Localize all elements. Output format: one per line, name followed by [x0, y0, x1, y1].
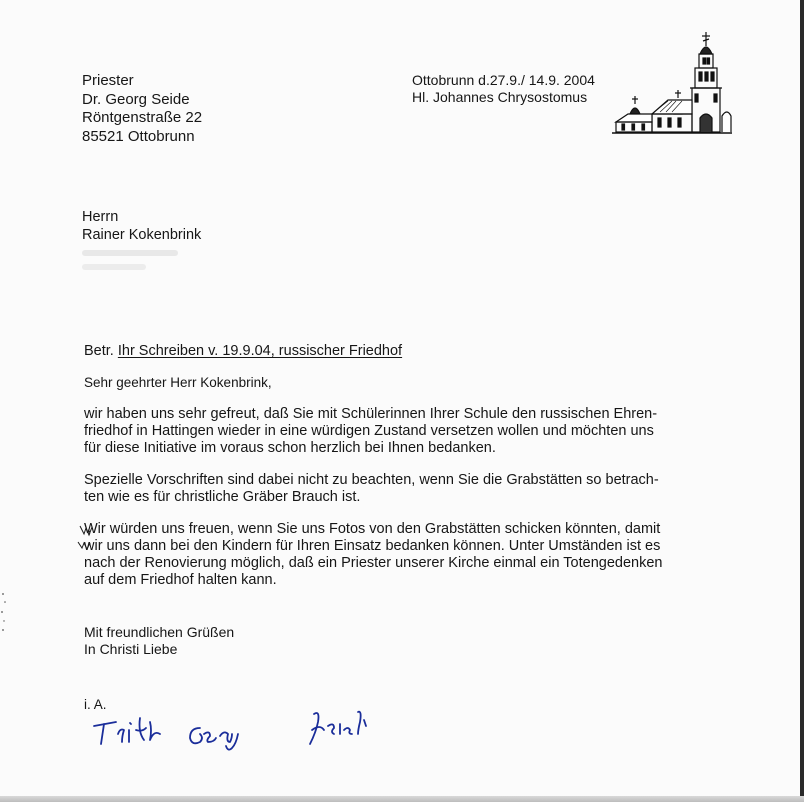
- scan-edge-bottom: [0, 796, 804, 802]
- subject-text: Ihr Schreiben v. 19.9.04, russischer Friedhof: [117, 343, 403, 359]
- recipient-address: [82, 208, 201, 244]
- sender-line: Dr. Georg Seide: [82, 90, 190, 108]
- closing-line: Mit freundlichen Grüßen: [84, 624, 235, 640]
- subject-prefix: Betr.: [84, 343, 118, 359]
- paragraph-line: Wir würden uns freuen, wenn Sie uns Fotos von den Grabstätten schicken könnten, damit: [84, 521, 661, 537]
- feast-text: Hl. Johannes Chrysostomus: [412, 89, 588, 105]
- scan-specks: [0, 590, 8, 640]
- date-text: Ottobrunn d.27.9./ 14.9. 2004: [412, 72, 595, 88]
- handwritten-signature: [88, 690, 428, 760]
- recipient-line: Herrn: [82, 209, 119, 225]
- paragraph-line: ten wie es für christliche Gräber Brauch ist.: [84, 489, 361, 505]
- sender-line: 85521 Ottobrunn: [82, 127, 195, 145]
- sender-line: Röntgenstraße 22: [82, 109, 203, 126]
- redacted-address: [82, 248, 192, 274]
- paragraph-line: Spezielle Vorschriften sind dabei nicht zu beachten, wenn Sie die Grabstätten so betrach-: [84, 472, 659, 488]
- sender-address: [82, 72, 202, 146]
- date-line: [412, 72, 595, 106]
- church-icon: [612, 30, 732, 138]
- salutation: Sehr geehrter Herr Kokenbrink,: [84, 375, 272, 390]
- body-paragraph-1: [84, 406, 657, 457]
- scan-edge-right: [800, 0, 804, 802]
- subject-line: [84, 343, 402, 360]
- ink-scribble-mark: [68, 522, 108, 554]
- body-paragraph-2: [84, 472, 659, 506]
- body-paragraph-3: [84, 521, 662, 589]
- recipient-line: Rainer Kokenbrink: [82, 227, 202, 243]
- paragraph-line: auf dem Friedhof halten kann.: [84, 572, 277, 588]
- signature-prefix: i. A.: [84, 697, 107, 712]
- closing-line: In Christi Liebe: [84, 641, 178, 657]
- paragraph-line: nach der Renovierung möglich, daß ein Priester unserer Kirche einmal ein Totengedenken: [84, 555, 663, 571]
- sender-line: Priester: [82, 72, 134, 89]
- paragraph-line: für diese Initiative im voraus schon herzlich bei Ihnen bedanken.: [84, 440, 496, 456]
- paragraph-line: wir uns dann bei den Kindern für Ihren Einsatz bedanken können. Unter Umständen ist es: [84, 538, 661, 554]
- paragraph-line: friedhof in Hattingen wieder in eine würdigen Zustand versetzen wollen und möchten uns: [84, 423, 654, 439]
- closing: [84, 624, 234, 658]
- paragraph-line: wir haben uns sehr gefreut, daß Sie mit Schülerinnen Ihrer Schule den russischen Ehren-: [84, 406, 658, 422]
